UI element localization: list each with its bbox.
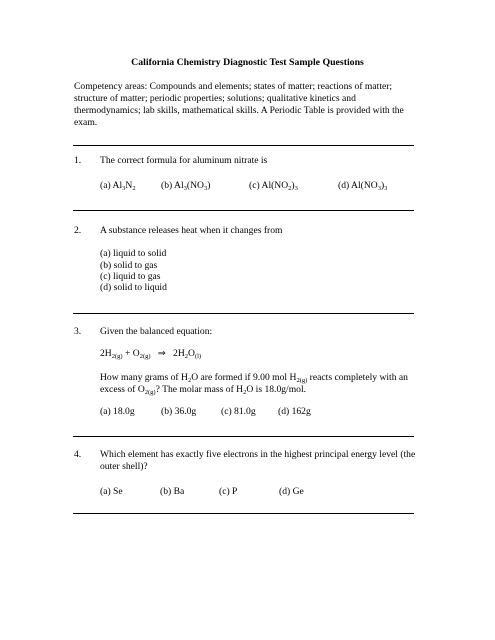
answer-option: (d) $Al(NO_3)_3$ bbox=[338, 180, 388, 192]
page-title: California Chemistry Diagnostic Test Sample Questions bbox=[131, 57, 364, 68]
answer-option: (c) P bbox=[219, 486, 238, 497]
answer-option: (b) solid to gas bbox=[100, 260, 158, 271]
answer-option: (d) 162g bbox=[278, 406, 311, 417]
divider bbox=[73, 145, 414, 146]
answer-option: (a) Se bbox=[100, 486, 123, 497]
divider bbox=[73, 436, 414, 437]
answer-option: (b) Ba bbox=[160, 486, 185, 497]
balanced-equation: $2H_{2(g)} + O_{2(g)}$ ⇒ $2H_2O_{(l)}$ bbox=[100, 348, 202, 360]
answer-option: (b) $Al_3(NO_3)$ bbox=[161, 180, 211, 192]
competency-intro: Competency areas: Compounds and elements; states of matter; reactions of matter; structure of matter; periodic properties; solutions; qualitative kinetics and thermodynamics; lab skills, mathematical skills. A Periodic Table is provided with the exam. bbox=[74, 81, 404, 128]
answer-option: (b) 36.0g bbox=[161, 406, 197, 417]
question-number: 4. bbox=[74, 449, 82, 460]
answer-option: (a) liquid to solid bbox=[100, 248, 167, 259]
question-text: A substance releases heat when it changes from bbox=[100, 225, 283, 236]
answer-option: (a) $Al_3N_2$ bbox=[100, 180, 136, 192]
question-number: 2. bbox=[74, 225, 82, 236]
answer-option: (d) solid to liquid bbox=[100, 282, 167, 293]
answer-option: (c) 81.0g bbox=[221, 406, 256, 417]
question-number: 3. bbox=[74, 326, 82, 337]
divider bbox=[73, 210, 414, 211]
answer-option: (c) $Al(NO_2)_3$ bbox=[249, 180, 298, 192]
question-text: The correct formula for aluminum nitrate is bbox=[100, 155, 268, 166]
answer-option: (d) Ge bbox=[279, 486, 304, 497]
question-number: 1. bbox=[74, 155, 82, 166]
question-text: Given the balanced equation: bbox=[100, 326, 213, 337]
answer-option: (a) 18.0g bbox=[100, 406, 135, 417]
question-body: How many grams of $H_2O$ are formed if 9.00 mol $H_{2(g)}$ reacts completely with an excess of $O_{2(g)}$? The molar mass of $H_2O$ is 18.0g/mol. bbox=[100, 372, 408, 396]
answer-option: (c) liquid to gas bbox=[100, 271, 161, 282]
divider bbox=[73, 313, 414, 314]
divider bbox=[73, 513, 414, 514]
question-text: Which element has exactly five electrons in the highest principal energy level (the outer shell)? bbox=[100, 449, 416, 472]
